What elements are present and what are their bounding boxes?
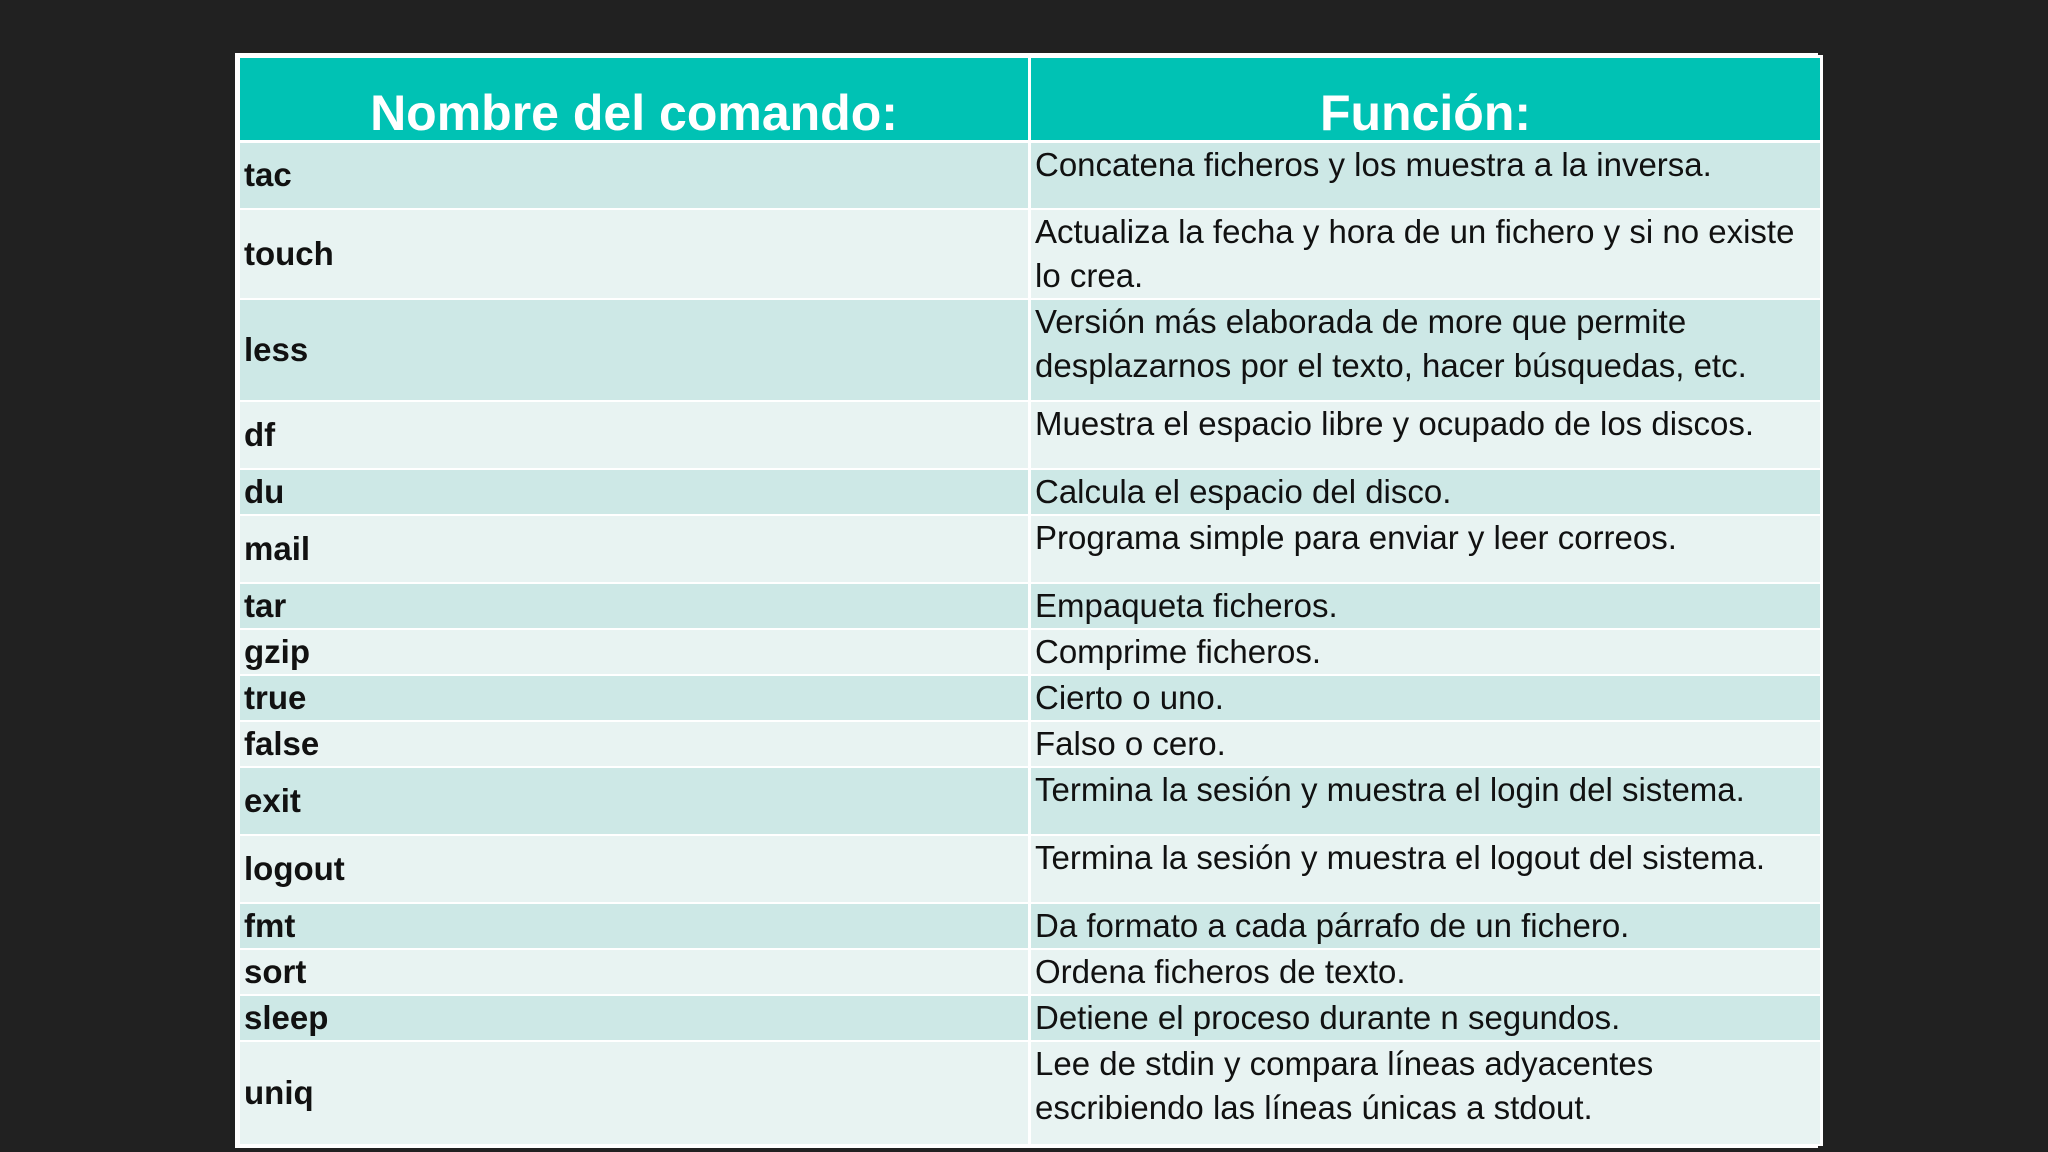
table-row xyxy=(239,401,1822,469)
function-description-cell: Versión más elaborada de more que permite desplazarnos por el texto, hacer búsquedas, etc. xyxy=(1030,299,1822,401)
table-row xyxy=(239,299,1822,401)
command-name-cell: fmt xyxy=(239,903,1030,949)
function-description-cell: Actualiza la fecha y hora de un fichero y si no existe lo crea. xyxy=(1030,209,1822,299)
function-description-cell: Calcula el espacio del disco. xyxy=(1030,469,1822,515)
command-name-cell: less xyxy=(239,299,1030,401)
function-description-cell: Lee de stdin y compara líneas adyacentes escribiendo las líneas únicas a stdout. xyxy=(1030,1041,1822,1145)
command-name-cell: logout xyxy=(239,835,1030,903)
function-description-cell: Concatena ficheros y los muestra a la inversa. xyxy=(1030,142,1822,209)
command-name-cell: sleep xyxy=(239,995,1030,1041)
function-description-cell: Ordena ficheros de texto. xyxy=(1030,949,1822,995)
slide xyxy=(235,53,1818,1126)
function-description-cell: Detiene el proceso durante n segundos. xyxy=(1030,995,1822,1041)
function-description-cell: Cierto o uno. xyxy=(1030,675,1822,721)
table-row xyxy=(239,209,1822,299)
table-header-row xyxy=(239,57,1822,142)
function-description-cell: Da formato a cada párrafo de un fichero. xyxy=(1030,903,1822,949)
table-row xyxy=(239,903,1822,949)
command-table xyxy=(237,55,1823,1146)
command-name-cell: tac xyxy=(239,142,1030,209)
command-table-wrapper xyxy=(235,53,1818,1148)
table-row xyxy=(239,469,1822,515)
function-description-cell: Termina la sesión y muestra el logout del sistema. xyxy=(1030,835,1822,903)
command-name-cell: exit xyxy=(239,767,1030,835)
function-description-cell: Termina la sesión y muestra el login del sistema. xyxy=(1030,767,1822,835)
table-row xyxy=(239,675,1822,721)
table-row xyxy=(239,142,1822,209)
command-name-cell: mail xyxy=(239,515,1030,583)
command-name-cell: tar xyxy=(239,583,1030,629)
command-name-cell: true xyxy=(239,675,1030,721)
command-name-cell: false xyxy=(239,721,1030,767)
function-description-cell: Muestra el espacio libre y ocupado de los discos. xyxy=(1030,401,1822,469)
function-description-cell: Programa simple para enviar y leer correos. xyxy=(1030,515,1822,583)
table-row xyxy=(239,767,1822,835)
header-command-name: Nombre del comando: xyxy=(239,57,1030,142)
command-name-cell: touch xyxy=(239,209,1030,299)
table-row xyxy=(239,949,1822,995)
command-name-cell: sort xyxy=(239,949,1030,995)
table-body xyxy=(239,142,1822,1145)
table-row xyxy=(239,629,1822,675)
function-description-cell: Falso o cero. xyxy=(1030,721,1822,767)
table-row xyxy=(239,721,1822,767)
command-name-cell: gzip xyxy=(239,629,1030,675)
table-row xyxy=(239,835,1822,903)
command-name-cell: uniq xyxy=(239,1041,1030,1145)
table-row xyxy=(239,515,1822,583)
function-description-cell: Comprime ficheros. xyxy=(1030,629,1822,675)
command-name-cell: df xyxy=(239,401,1030,469)
command-name-cell: du xyxy=(239,469,1030,515)
table-row xyxy=(239,1041,1822,1145)
header-function: Función: xyxy=(1030,57,1822,142)
table-row xyxy=(239,995,1822,1041)
function-description-cell: Empaqueta ficheros. xyxy=(1030,583,1822,629)
table-row xyxy=(239,583,1822,629)
